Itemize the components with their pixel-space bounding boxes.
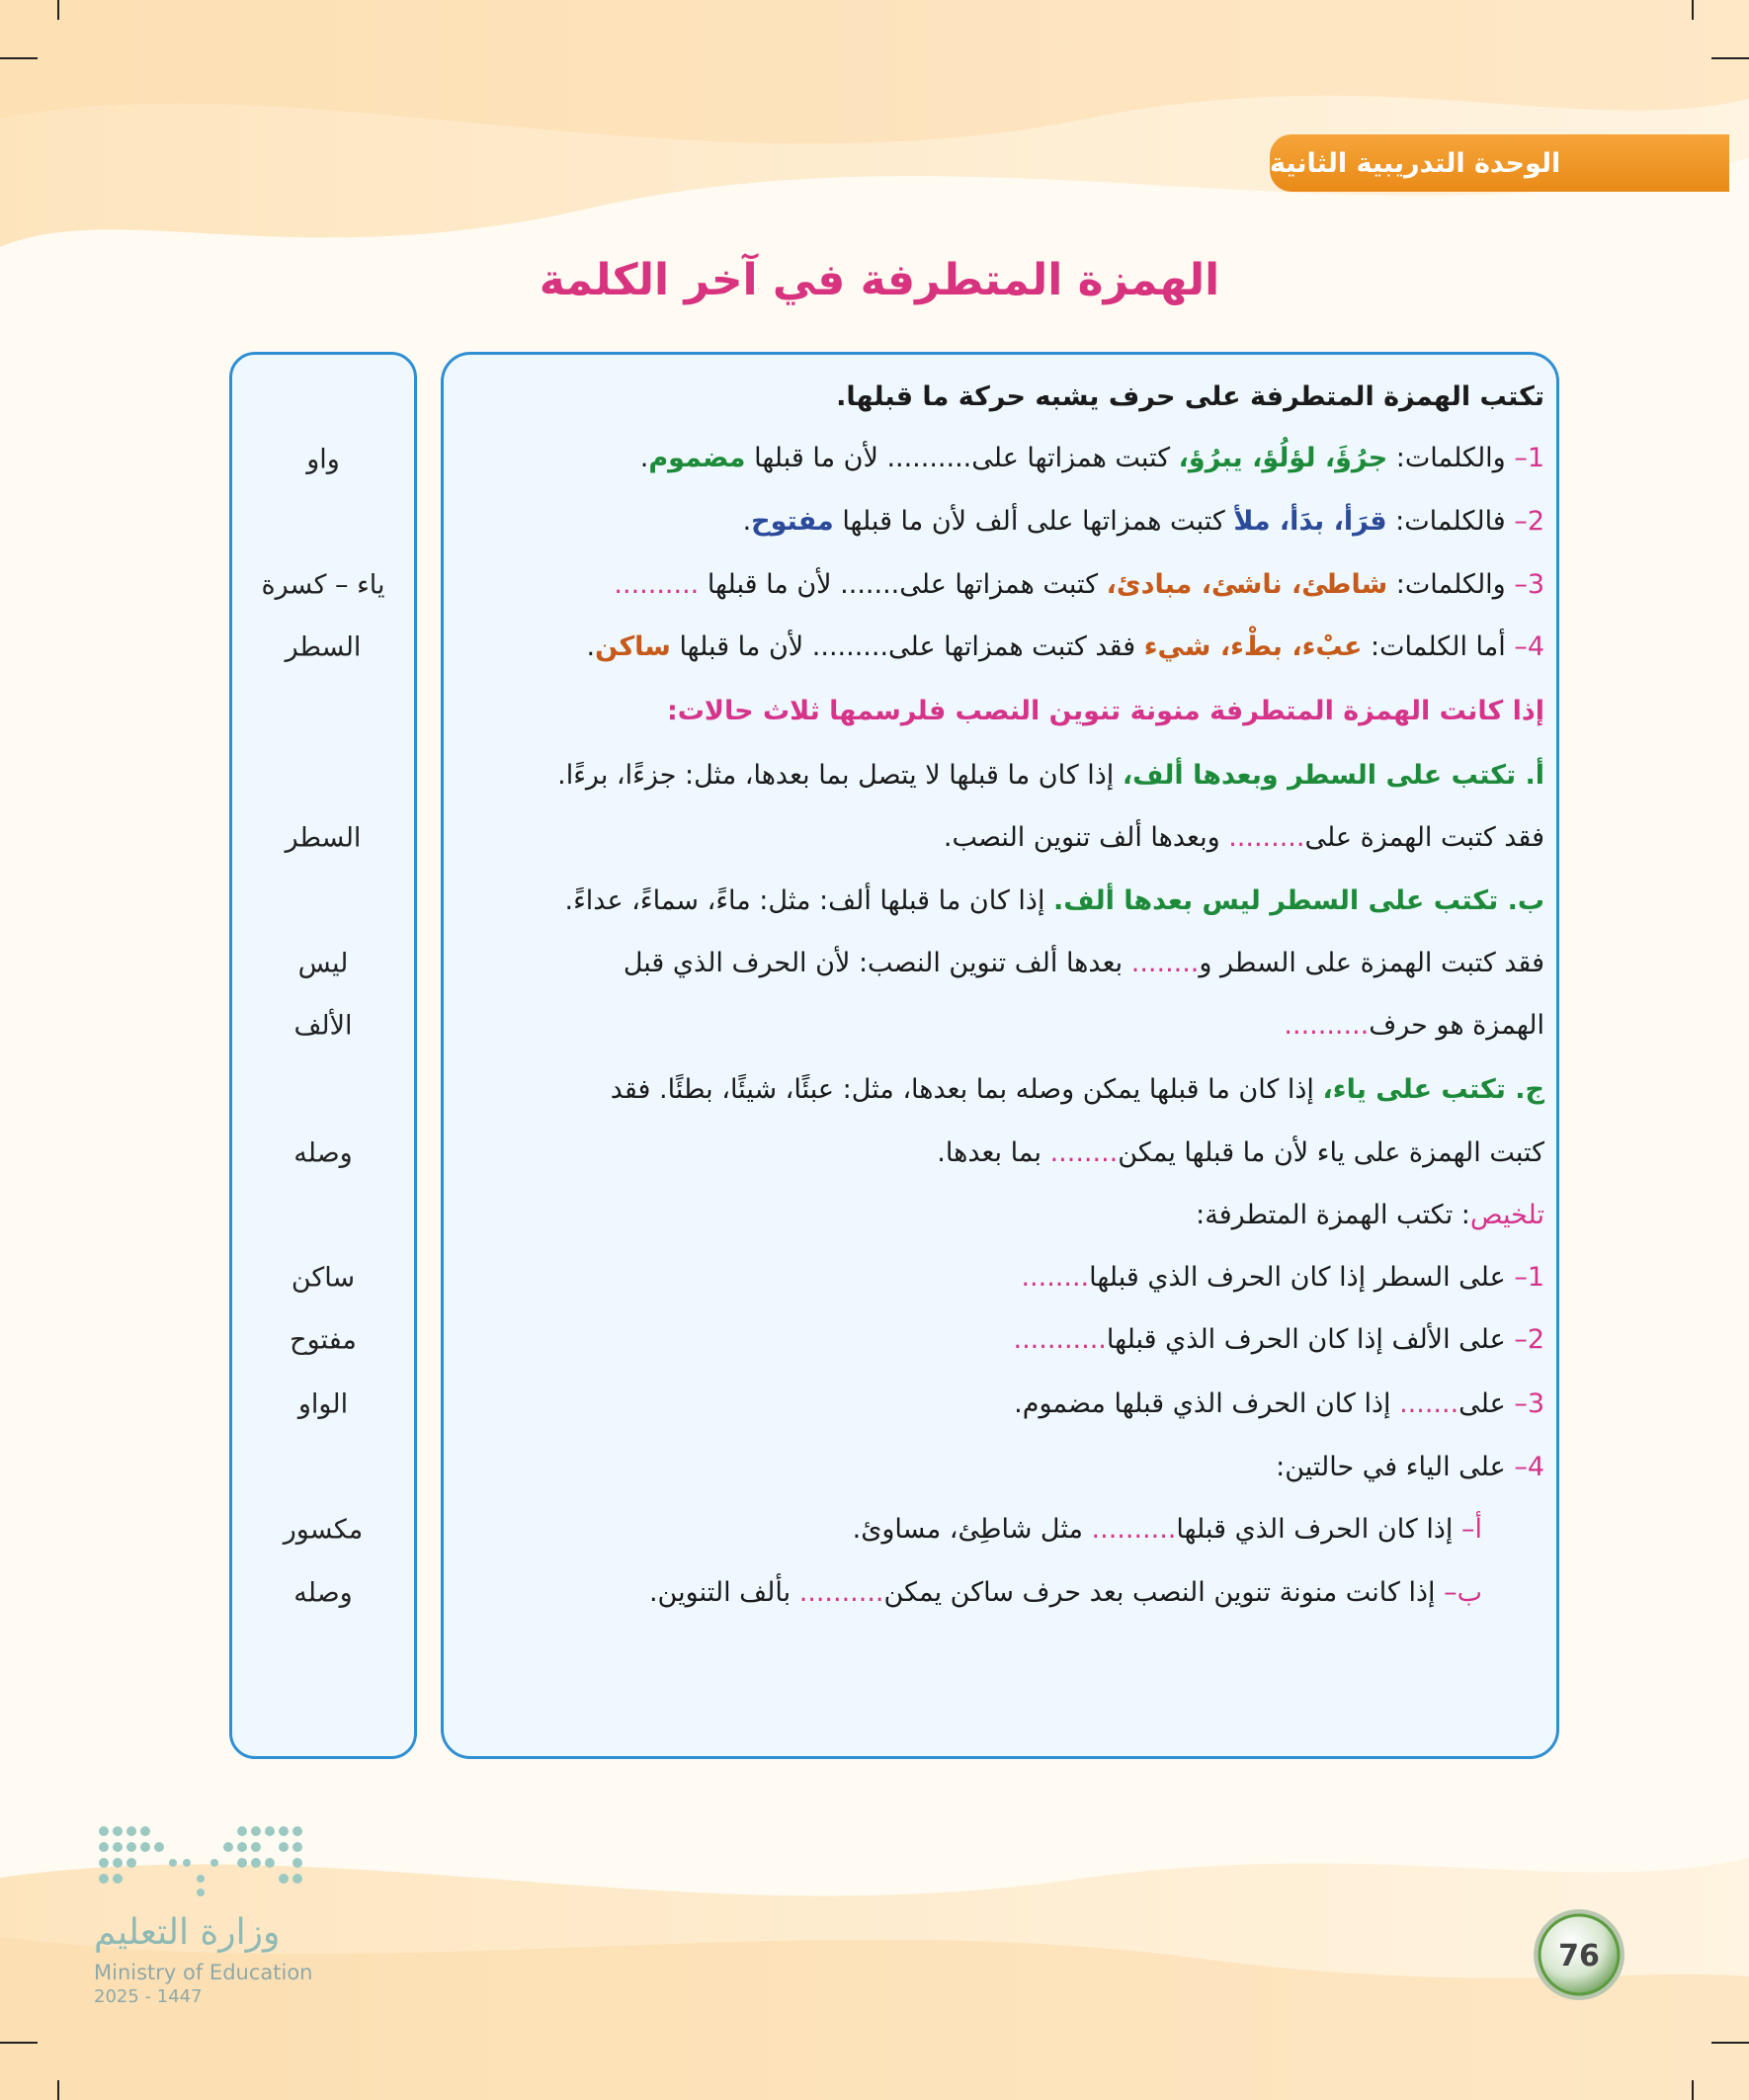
example-words: جرُؤَ، لؤلُؤ، يبرُؤ، — [1178, 443, 1388, 473]
line-text: الهمزة هو حرف — [1369, 1010, 1544, 1041]
blank-dots: .......... — [1091, 1514, 1177, 1545]
crop-mark — [1692, 2080, 1694, 2100]
rule-line-2 — [450, 502, 1544, 542]
line-text: إذا كان ما قبلها لا يتصل بما بعدها، مثل: جزءًا، برءًا. — [557, 760, 1115, 791]
crop-mark — [1692, 0, 1694, 20]
blank-dots: ........ — [1130, 948, 1200, 978]
line-text: على الألف إذا كان الحرف الذي قبلها — [1106, 1324, 1506, 1355]
line-text: على — [1458, 1388, 1506, 1419]
item-number: أ– — [1460, 1514, 1482, 1545]
edition-year: 2025 - 1447 — [94, 1986, 203, 2007]
example-words: قرَأ، بدَأ، ملأ — [1233, 506, 1387, 537]
summary-item-1 — [450, 1258, 1544, 1298]
item-number: 2– — [1514, 1324, 1544, 1355]
answer-item: مفتوح — [290, 1324, 357, 1356]
line-text: بعدها ألف تنوين النصب: لأن الحرف الذي قبل — [623, 948, 1124, 978]
example-words: عبْء، بطْء، شيء — [1143, 631, 1363, 662]
crop-mark — [57, 0, 59, 20]
case-lead: ب. تكتب على السطر ليس بعدها ألف. — [1053, 885, 1544, 916]
blank-dots: .......... — [798, 1577, 884, 1608]
item-number: 4– — [1514, 631, 1544, 662]
item-number: 1– — [1514, 1262, 1544, 1293]
intro-line: تكتب الهمزة المتطرفة على حرف يشبه حركة ما قبلها. — [836, 381, 1544, 412]
line-text: إذا كان ما قبلها يمكن وصله بما بعدها، مثل: عبئًا، شيئًا، بطئًا. فقد — [610, 1074, 1314, 1105]
case-c-line — [450, 1070, 1544, 1110]
item-number: 2– — [1514, 506, 1544, 537]
line-text: فالكلمات: — [1395, 506, 1506, 537]
answer-item: واو — [306, 444, 340, 475]
line-end: . — [639, 443, 649, 473]
line-text: إذا كان ما قبلها ألف: مثل: ماءً، سماءً، عداءً. — [564, 885, 1045, 916]
summary-sub-b — [450, 1573, 1482, 1613]
line-text: إذا كان الحرف الذي قبلها — [1176, 1514, 1454, 1545]
line-end: . — [586, 631, 596, 662]
highlight-word: مضموم — [648, 443, 746, 473]
blank-dots: .......... — [614, 569, 700, 600]
line-text: كتبت الهمزة على ياء لأن ما قبلها يمكن — [1118, 1137, 1544, 1168]
item-number: ب– — [1444, 1577, 1482, 1608]
case-a-line — [450, 756, 1544, 796]
answer-item: الألف — [293, 1010, 353, 1042]
case-lead: ج. تكتب على ياء، — [1322, 1074, 1544, 1105]
line-text: فقد كتبت همزاتها على......... — [811, 631, 1136, 662]
line-text: : تكتب الهمزة المتطرفة: — [1196, 1200, 1470, 1230]
page-number-badge — [1530, 1905, 1628, 2004]
line-text: على السطر إذا كان الحرف الذي قبلها — [1089, 1262, 1506, 1293]
rule-line-3 — [450, 565, 1544, 605]
summary-lead: تلخيص — [1469, 1200, 1544, 1230]
case-lead: أ. تكتب على السطر وبعدها ألف، — [1122, 760, 1544, 791]
answer-item: ياء – كسرة — [261, 569, 385, 601]
answer-item: السطر — [285, 822, 362, 854]
crop-mark — [57, 2080, 59, 2100]
line-text: كتبت همزاتها على ألف لأن ما قبلها — [842, 506, 1225, 537]
answer-item: وصله — [293, 1577, 353, 1609]
crop-mark — [0, 57, 38, 59]
highlight-word: ساكن — [595, 631, 671, 662]
answer-item: ساكن — [291, 1262, 356, 1294]
line-text: كتبت همزاتها على....... — [840, 569, 1099, 600]
rule-line-4 — [450, 628, 1544, 667]
item-number: 1– — [1514, 443, 1544, 473]
page-title: الهمزة المتطرفة في آخر الكلمة — [539, 255, 1220, 305]
line-text: بألف التنوين. — [648, 1577, 791, 1608]
case-c-detail — [450, 1134, 1544, 1173]
line-text: بما بعدها. — [937, 1137, 1041, 1168]
blank-dots: ....... — [1399, 1388, 1459, 1419]
line-text: والكلمات: — [1395, 443, 1506, 473]
item-number: 4– — [1514, 1452, 1544, 1482]
line-text: لأن ما قبلها — [679, 631, 804, 662]
answer-item: مكسور — [283, 1514, 364, 1546]
crop-mark — [0, 2042, 38, 2044]
line-end: . — [742, 506, 752, 537]
line-text: أما الكلمات: — [1371, 631, 1506, 662]
line-text: على الياء في حالتين: — [1276, 1452, 1506, 1482]
line-text: فقد كتبت الهمزة على السطر و — [1199, 948, 1544, 978]
answer-item: وصله — [293, 1137, 353, 1169]
answer-item: الواو — [297, 1388, 349, 1420]
ministry-name-en: Ministry of Education — [94, 1961, 313, 1984]
line-text: فقد كتبت الهمزة على — [1304, 822, 1544, 853]
blank-dots: ........ — [1021, 1262, 1090, 1293]
crop-mark — [1711, 57, 1749, 59]
example-words: شاطئ، ناشئ، مبادئ، — [1106, 569, 1388, 600]
unit-label: الوحدة التدريبية الثانية — [1270, 147, 1561, 179]
blank-dots: ........ — [1049, 1137, 1119, 1168]
case-a-detail — [450, 818, 1544, 858]
case-b-detail-2 — [450, 1006, 1544, 1046]
line-text: والكلمات: — [1395, 569, 1506, 600]
line-text: إذا كانت منونة تنوين النصب بعد حرف ساكن يمكن — [883, 1577, 1436, 1608]
ministry-name-ar: وزارة التعليم — [94, 1912, 281, 1953]
summary-item-3 — [450, 1385, 1544, 1424]
unit-tab — [1270, 134, 1729, 192]
highlight-word: مفتوح — [751, 506, 834, 537]
line-text: لأن ما قبلها — [707, 569, 832, 600]
line-text: وبعدها ألف تنوين النصب. — [943, 822, 1220, 853]
blank-dots: ........... — [1013, 1324, 1107, 1355]
summary-item-2 — [450, 1320, 1544, 1360]
line-text: إذا كان الحرف الذي قبلها مضموم. — [1014, 1388, 1391, 1419]
summary-item-4 — [450, 1448, 1544, 1487]
answer-item: السطر — [285, 631, 362, 663]
line-text: لأن ما قبلها — [754, 443, 878, 473]
item-number: 3– — [1514, 1388, 1544, 1419]
crop-mark — [1711, 2042, 1749, 2044]
answers-box — [229, 352, 417, 1759]
line-text: مثل شاطِئ، مساوئ. — [852, 1514, 1083, 1545]
case-b-detail — [450, 944, 1544, 983]
line-text: كتبت همزاتها على.......... — [886, 443, 1171, 473]
ministry-logo-icon — [94, 1823, 321, 1902]
page-number: 76 — [1558, 1939, 1600, 1974]
blank-dots: ......... — [1228, 822, 1305, 853]
answer-item: ليس — [297, 948, 349, 979]
case-b-line — [450, 882, 1544, 921]
blank-dots: .......... — [1284, 1010, 1370, 1041]
item-number: 3– — [1514, 569, 1544, 600]
summary-heading — [450, 1196, 1544, 1235]
section-heading: إذا كانت الهمزة المتطرفة منونة تنوين النصب فلرسمها ثلاث حالات: — [666, 696, 1544, 726]
summary-sub-a — [450, 1510, 1482, 1550]
rule-line-1 — [450, 439, 1544, 478]
